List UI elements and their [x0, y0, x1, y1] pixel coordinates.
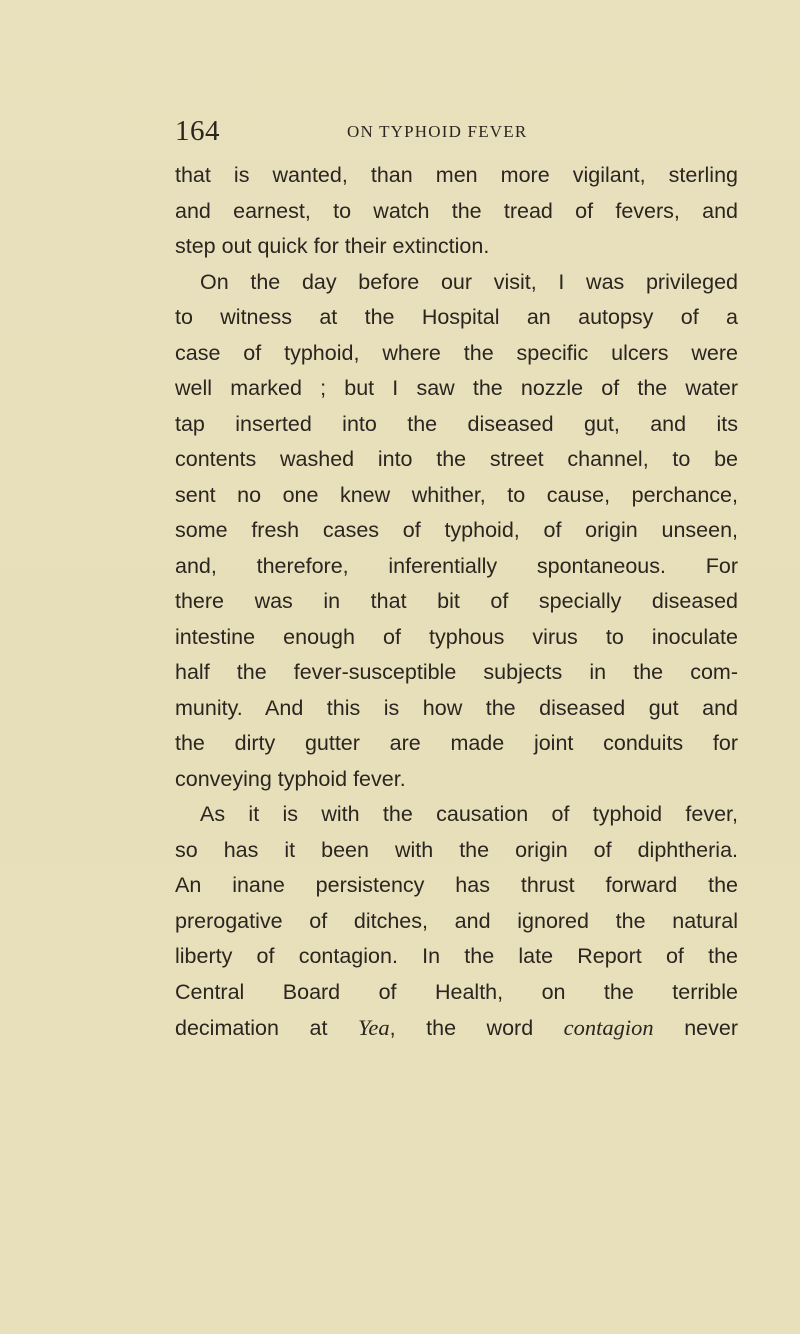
text-line: half the fever-susceptible subjects in the com-: [175, 660, 738, 684]
page-header: [175, 114, 735, 148]
text-line: Central Board of Health, on the terrible: [175, 979, 738, 1004]
italic-place-name: Yea: [357, 1015, 390, 1040]
page-number: 164: [175, 115, 220, 147]
text-line: tap inserted into the diseased gut, and its: [175, 411, 738, 436]
text-line: step out quick for their extinction.: [175, 234, 490, 258]
text-line: An inane persistency has thrust forward the: [175, 873, 738, 897]
text-line: to witness at the Hospital an autopsy of a: [175, 305, 738, 329]
text-line: and, therefore, inferentially spontaneous. For: [175, 553, 738, 578]
text-line: liberty of contagion. In the late Report of the: [175, 944, 738, 968]
text-segment: , the word: [389, 1016, 564, 1040]
text-line: well marked ; but I saw the nozzle of the water: [175, 376, 738, 400]
text-line: conveying typhoid fever.: [175, 766, 406, 791]
text-line: so has it been with the origin of diphtheria.: [175, 837, 738, 862]
text-segment: never: [653, 1016, 738, 1040]
text-line: munity. And this is how the diseased gut and: [175, 695, 738, 720]
text-line: there was in that bit of specially diseased: [175, 589, 738, 613]
text-line: On the day before our visit, I was privileged: [200, 269, 738, 294]
text-line: As it is with the causation of typhoid fever,: [200, 802, 738, 826]
text-line: contents washed into the street channel, to be: [175, 447, 738, 471]
body-text: [175, 158, 738, 1046]
text-line: case of typhoid, where the specific ulcers were: [175, 340, 738, 365]
text-segment: decimation at: [175, 1016, 358, 1040]
text-line: intestine enough of typhous virus to inoculate: [175, 624, 738, 649]
italic-term: contagion: [563, 1015, 654, 1040]
text-line: and earnest, to watch the tread of fevers, and: [175, 198, 738, 223]
text-line-last: [175, 1010, 738, 1046]
text-line: that is wanted, than men more vigilant, sterling: [175, 163, 738, 187]
text-line: the dirty gutter are made joint conduits for: [175, 731, 738, 755]
running-head: ON TYPHOID FEVER: [347, 122, 528, 141]
text-line: some fresh cases of typhoid, of origin unseen,: [175, 518, 738, 542]
text-line: sent no one knew whither, to cause, perchance,: [175, 482, 738, 507]
text-line: prerogative of ditches, and ignored the natural: [175, 908, 738, 933]
